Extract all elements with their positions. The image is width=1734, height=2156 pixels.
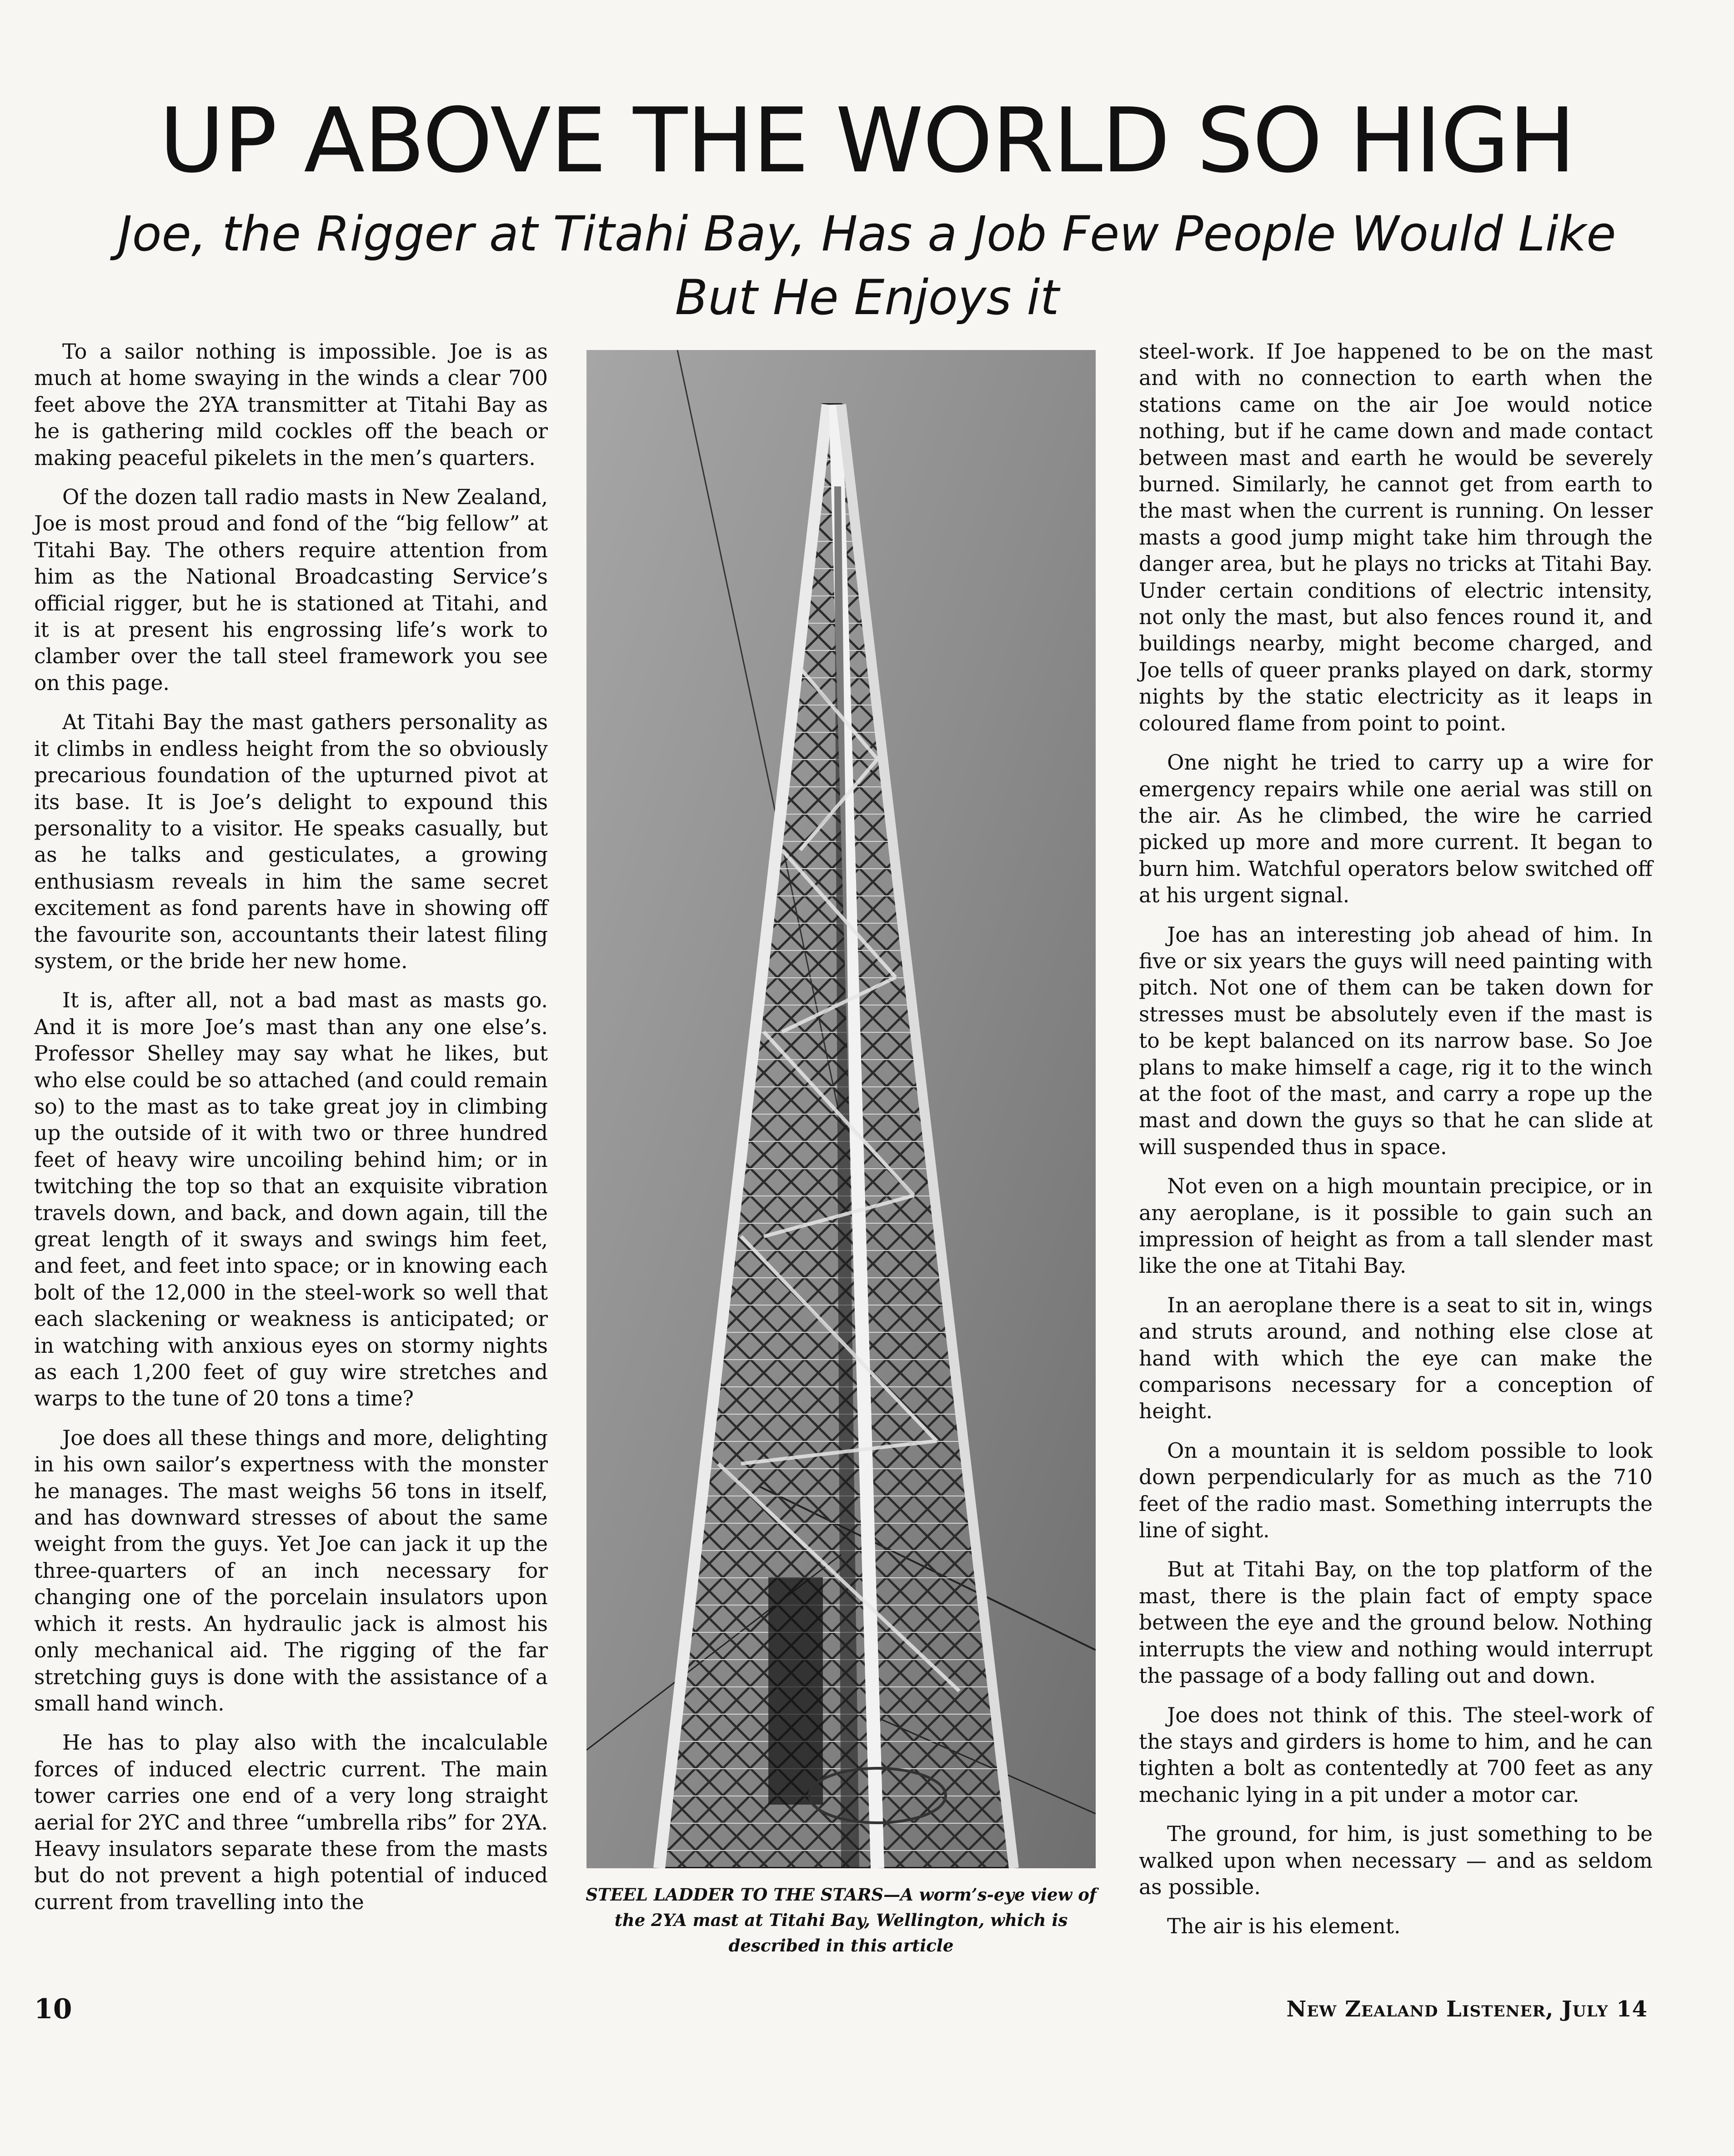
- subheadline: [0, 202, 1734, 330]
- left-column: [34, 339, 548, 1928]
- paragraph: One night he tried to carry up a wire for emergency repairs while one aerial was still on the air. As he climbed, the wire he carried picked up more and more current. It began to burn him. Watchful operators below switched off at his urgent signal.: [1139, 750, 1653, 908]
- paragraph: The ground, for him, is just something to be walked upon when necessary — and as seldom as possible.: [1139, 1822, 1653, 1899]
- mast-photo: [586, 350, 1096, 1868]
- subheadline-line-2: But He Enjoys it: [675, 270, 1059, 325]
- paragraph: The air is his element.: [1167, 1914, 1401, 1939]
- paragraph: Of the dozen tall radio masts in New Zealand, Joe is most proud and fond of the “big fellow” at Titahi Bay. The others require attention from him as the National Broadcasting Service’s official rigger, but he is stationed at Titahi, and it is at present his engrossing life’s work to clamber over the tall steel framework you see on this page.: [34, 485, 548, 695]
- paragraph: But at Titahi Bay, on the top platform of the mast, there is the plain fact of empty space between the eye and the ground below. Nothing interrupts the view and nothing would interrupt the passage of a body falling out and down.: [1139, 1557, 1653, 1688]
- paragraph: At Titahi Bay the mast gathers personality as it climbs in endless height from the so obviously precarious foundation of the upturned pivot at its base. It is Joe’s delight to expound this personality to a visitor. He speaks casually, but as he talks and gesticulates, a growing enthusiasm reveals in him the same secret excitement as fond parents have in showing off the favourite son, accountants their latest filing system, or the bride her new home.: [34, 710, 548, 973]
- paragraph: Joe does not think of this. The steel-work of the stays and girders is home to him, and he can tighten a bolt as contentedly at 700 feet as any mechanic lying in a pit under a motor car.: [1139, 1703, 1653, 1807]
- headline: UP ABOVE THE WORLD SO HIGH: [159, 89, 1575, 193]
- page-number: 10: [34, 1993, 72, 2025]
- paragraph: To a sailor nothing is impossible. Joe is as much at home swaying in the winds a clear 700 feet above the 2YA transmitter at Titahi Bay as he is gathering mild cockles off the beach or making peaceful pikelets in the men’s quarters.: [34, 340, 548, 470]
- paragraph: In an aeroplane there is a seat to sit in, wings and struts around, and nothing else close at hand with which the eye can make the comparisons necessary for a conception of height.: [1139, 1293, 1653, 1424]
- paragraph: Joe has an interesting job ahead of him. In five or six years the guys will need painting with pitch. Not one of them can be taken down for stresses must be absolutely even if the mast is to be kept balanced on its narrow base. So Joe plans to make himself a cage, rig it to the winch at the foot of the mast, and carry a rope up the mast and down the guys so that he can slide at will suspended thus in space.: [1139, 922, 1653, 1159]
- publication-footer: New Zealand Listener, July 14: [1286, 1996, 1648, 2022]
- subheadline-line-1: Joe, the Rigger at Titahi Bay, Has a Job Few People Would Like: [118, 206, 1616, 262]
- paragraph: On a mountain it is seldom possible to look down perpendicularly for as much as the 710 feet of the radio mast. Something interrupts the line of sight.: [1139, 1438, 1653, 1543]
- photo-caption: STEEL LADDER TO THE STARS—A worm’s-eye view of the 2YA mast at Titahi Bay, Wellington, which is described in this article: [586, 1885, 1097, 1956]
- paragraph: Joe does all these things and more, delighting in his own sailor’s expertness with the monster he manages. The mast weighs 56 tons in itself, and has downward stresses of about the same weight from the guys. Yet Joe can jack it up the three-quarters of an inch necessary for changing one of the porcelain insulators upon which it rests. An hydraulic jack is almost his only mechanical aid. The rigging of the far stretching guys is done with the assistance of a small hand winch.: [34, 1426, 548, 1716]
- paragraph: He has to play also with the incalculable forces of induced electric current. The main tower carries one end of a very long straight aerial for 2YC and three “umbrella ribs” for 2YA. Heavy insulators separate these from the masts but do not prevent a high potential of induced current from travelling into the: [34, 1731, 548, 1914]
- paragraph: Not even on a high mountain precipice, or in any aeroplane, is it possible to gain such an impression of height as from a tall slender mast like the one at Titahi Bay.: [1139, 1174, 1653, 1278]
- radio-mast-illustration: [586, 350, 1096, 1868]
- paragraph: It is, after all, not a bad mast as masts go. And it is more Joe’s mast than any one else’s. Professor Shelley may say what he likes, but who else could be so attached (and could remain so) to the mast as to take great joy in climbing up the outside of it with two or three hundred feet of heavy wire uncoiling behind him; or in twitching the top so that an exquisite vibration travels down, and back, and down again, till the great length of it sways and swings him feet, and feet, and feet into space; or in knowing each bolt of the 12,000 in the steel-work so well that each slackening or weakness is anticipated; or in watching with anxious eyes on stormy nights as each 1,200 feet of guy wire stretches and warps to the tune of 20 tons a time?: [34, 988, 548, 1411]
- paragraph: steel-work. If Joe happened to be on the mast and with no connection to earth when the stations came on the air Joe would notice nothing, but if he came down and made contact between mast and earth he would be severely burned. Similarly, he cannot get from earth to the mast when the current is running. On lesser masts a good jump might take him through the danger area, but he plays no tricks at Titahi Bay. Under certain conditions of electric intensity, not only the mast, but also fences round it, and buildings nearby, might become charged, and Joe tells of queer pranks played on dark, stormy nights by the static electricity as it leaps in coloured flame from point to point.: [1139, 340, 1653, 735]
- right-column: [1139, 339, 1653, 1953]
